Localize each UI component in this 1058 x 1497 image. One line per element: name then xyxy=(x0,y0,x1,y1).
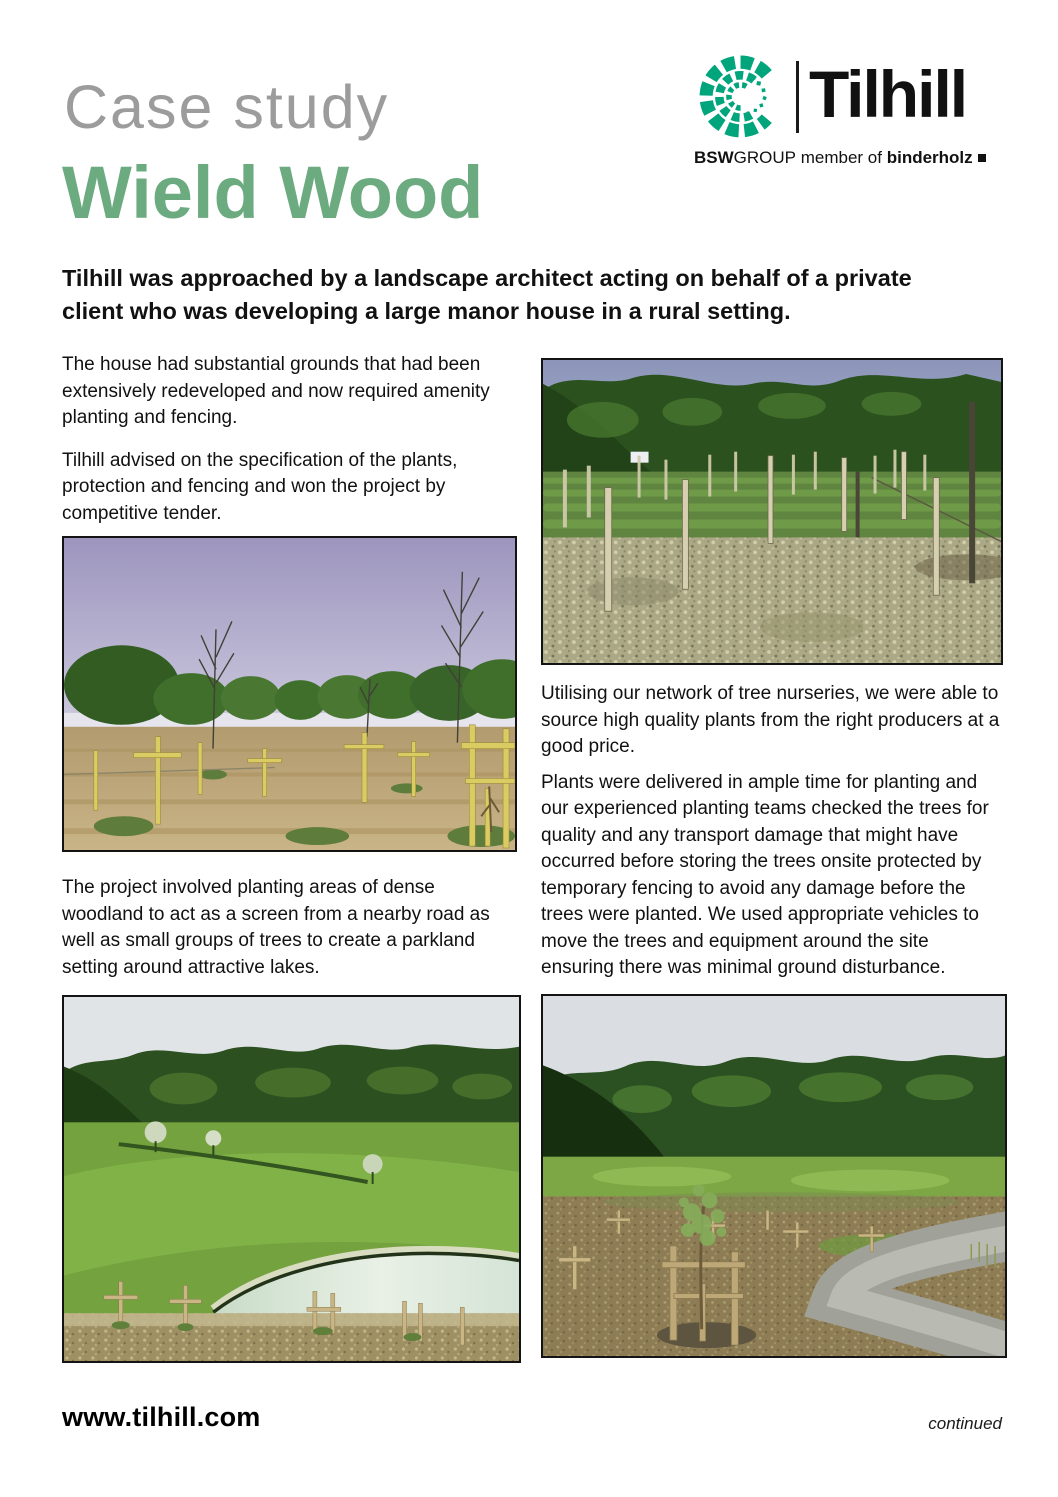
binderholz-square-icon xyxy=(978,154,986,162)
kicker-case-study: Case study xyxy=(64,73,390,141)
tagline-bsw: BSW xyxy=(694,148,734,167)
right-paragraph-1: Utilising our network of tree nurseries, we were able to source high quality plants from the right producers at a good price. xyxy=(541,683,1000,757)
bsw-group-tagline xyxy=(694,148,1004,168)
left-paragraph-3: The project involved planting areas of dense woodland to act as a screen from a nearby road as well as small groups of trees to create a parkland setting around attractive lakes. xyxy=(62,877,490,978)
page-title: Wield Wood xyxy=(62,151,484,234)
left-column xyxy=(62,352,517,1363)
continued-label: continued xyxy=(928,1414,1002,1433)
photo-access-road xyxy=(541,994,1007,1358)
logo-divider xyxy=(796,61,799,133)
tilhill-swirl-logo-icon xyxy=(694,50,788,144)
right-paragraph-2: Plants were delivered in ample time for planting and our experienced planting teams checked the trees for quality and any transport damage that might have occurred before storing the trees onsite protected by temporary fencing to avoid any damage before the trees were planted. We used appropriate vehicles to move the trees and equipment around the site ensuring there was minimal ground disturbance. xyxy=(541,771,989,978)
photo-parkland-stakes xyxy=(62,536,517,852)
photo-lake-parkland xyxy=(62,995,521,1363)
tilhill-wordmark: Tilhill xyxy=(809,57,967,131)
photo-planting-rows xyxy=(541,358,1003,665)
tagline-group: GROUP xyxy=(733,148,797,167)
left-paragraph-1: The house had substantial grounds that had been extensively redeveloped and now required amenity planting and fencing. xyxy=(62,354,490,428)
right-column xyxy=(541,358,1003,1358)
left-paragraph-2: Tilhill advised on the specification of the plants, protection and fencing and won the project by competitive tender. xyxy=(62,449,458,524)
website-link[interactable]: www.tilhill.com xyxy=(62,1402,261,1432)
tagline-member-of: member of xyxy=(796,148,887,167)
tilhill-logo-block xyxy=(694,50,1004,168)
tagline-binderholz: binderholz xyxy=(886,148,973,167)
intro-paragraph: Tilhill was approached by a landscape architect acting on behalf of a private client who was developing a large manor house in a rural setting. xyxy=(62,265,912,324)
